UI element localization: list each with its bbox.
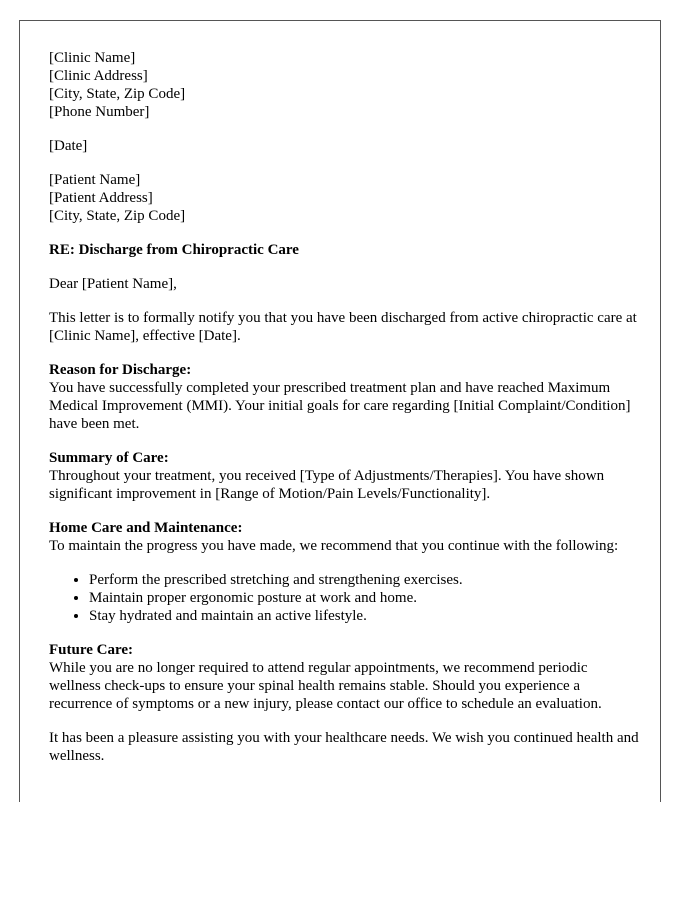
salutation: Dear [Patient Name], [49, 276, 177, 292]
future-care-section [49, 641, 639, 713]
letter-content [49, 49, 639, 781]
list-item: • Stay hydrated and maintain an active lifestyle. [89, 607, 639, 625]
reason-section [49, 361, 639, 433]
home-care-body: To maintain the progress you have made, we recommend that you continue with the following: [49, 538, 619, 554]
subject-line: RE: Discharge from Chiropractic Care [49, 242, 299, 258]
summary-heading: Summary of Care: [49, 450, 169, 466]
summary-section [49, 449, 639, 503]
list-item: • Perform the prescribed stretching and strengthening exercises. [89, 571, 639, 589]
future-care-heading: Future Care: [49, 642, 134, 658]
sender-address-block [49, 49, 639, 121]
home-care-section [49, 519, 639, 555]
patient-city-state-zip: [City, State, Zip Code] [49, 208, 186, 224]
reason-body: You have successfully completed your prescribed treatment plan and have reached Maximum Medical Improvement (MMI). Your initial goals for care regarding [Initial Complaint/Condition] have been met. [49, 380, 631, 432]
summary-body: Throughout your treatment, you received [Type of Adjustments/Therapies]. You have shown significant improvement in [Range of Motion/Pain Levels/Functionality]. [49, 468, 605, 502]
closing-paragraph: It has been a pleasure assisting you with your healthcare needs. We wish you continued health and wellness. [49, 730, 639, 764]
clinic-phone: [Phone Number] [49, 104, 150, 120]
home-care-list [49, 571, 639, 625]
clinic-name: [Clinic Name] [49, 50, 136, 66]
clinic-address: [Clinic Address] [49, 68, 148, 84]
patient-name: [Patient Name] [49, 172, 141, 188]
list-item: • Maintain proper ergonomic posture at work and home. [89, 589, 639, 607]
letter-page [19, 20, 661, 802]
home-care-heading: Home Care and Maintenance: [49, 520, 243, 536]
reason-heading: Reason for Discharge: [49, 362, 192, 378]
clinic-city-state-zip: [City, State, Zip Code] [49, 86, 186, 102]
future-care-body: While you are no longer required to attend regular appointments, we recommend periodic wellness check-ups to ensure your spinal health remains stable. Should you experience a recurrence of symptoms or a new injury, please contact our office to schedule an evaluation. [49, 660, 602, 712]
patient-address: [Patient Address] [49, 190, 153, 206]
letter-date: [Date] [49, 138, 88, 154]
recipient-address-block [49, 171, 639, 225]
intro-paragraph: This letter is to formally notify you that you have been discharged from active chiropractic care at [Clinic Name], effective [Date]. [49, 310, 637, 344]
